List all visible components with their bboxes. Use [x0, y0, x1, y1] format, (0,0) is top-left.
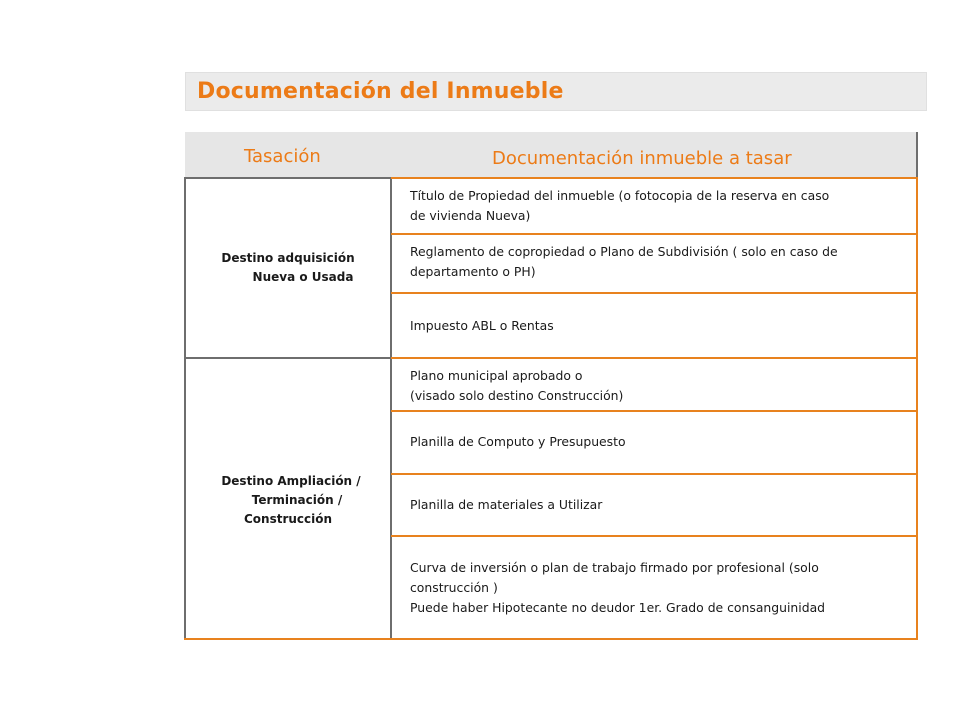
doc-item-impuesto — [410, 316, 554, 336]
doc-item-line: Planilla de materiales a Utilizar — [410, 497, 603, 512]
table-column-divider — [390, 178, 392, 640]
row-divider — [391, 473, 918, 475]
header-bottom-right — [391, 177, 918, 179]
table-border-right-header — [916, 132, 918, 178]
header-bottom-left — [184, 177, 391, 179]
row-divider — [391, 357, 918, 359]
table-border-right — [916, 178, 918, 640]
doc-item-line: Impuesto ABL o Rentas — [410, 318, 554, 333]
group-label-line: Destino Ampliación / — [221, 474, 361, 488]
group-label-line: Construcción — [243, 512, 333, 526]
header-tasacion: Tasación — [244, 146, 321, 167]
doc-item-line: Plano municipal aprobado o — [410, 368, 583, 383]
doc-item-line: departamento o PH) — [410, 264, 536, 279]
doc-item-reglamento — [410, 242, 838, 282]
group-label-adquisicion — [188, 249, 388, 287]
doc-item-line: de vivienda Nueva) — [410, 208, 531, 223]
doc-item-line: Reglamento de copropiedad o Plano de Subdivisión ( solo en caso de — [410, 244, 838, 259]
doc-item-plano — [410, 366, 623, 406]
group-label-line: Nueva o Usada — [252, 270, 354, 284]
doc-item-computo — [410, 432, 626, 452]
row-divider — [391, 410, 918, 412]
doc-item-materiales — [410, 495, 602, 515]
row-divider — [391, 292, 918, 294]
doc-item-line: Puede haber Hipotecante no deudor 1er. Grado de consanguinidad — [410, 600, 826, 615]
row-divider — [391, 233, 918, 235]
title-bar — [185, 72, 927, 111]
doc-item-line: Planilla de Computo y Presupuesto — [410, 434, 626, 449]
page-title: Documentación del Inmueble — [197, 79, 564, 104]
header-documentacion: Documentación inmueble a tasar — [492, 148, 792, 169]
group-label-line: Terminación / — [251, 493, 343, 507]
doc-item-line: (visado solo destino Construcción) — [410, 388, 624, 403]
doc-item-titulo — [410, 186, 829, 226]
doc-item-line: construcción ) — [410, 580, 498, 595]
table-bottom-border — [184, 638, 918, 640]
group-label-ampliacion — [188, 472, 388, 529]
group-label-line: Destino adquisición — [221, 251, 355, 265]
row-divider — [391, 535, 918, 537]
group-divider-left — [184, 357, 391, 359]
doc-item-line: Título de Propiedad del inmueble (o fotocopia de la reserva en caso — [410, 188, 830, 203]
doc-item-curva — [410, 558, 825, 618]
doc-item-line: Curva de inversión o plan de trabajo firmado por profesional (solo — [410, 560, 819, 575]
table-border-left — [184, 178, 186, 640]
